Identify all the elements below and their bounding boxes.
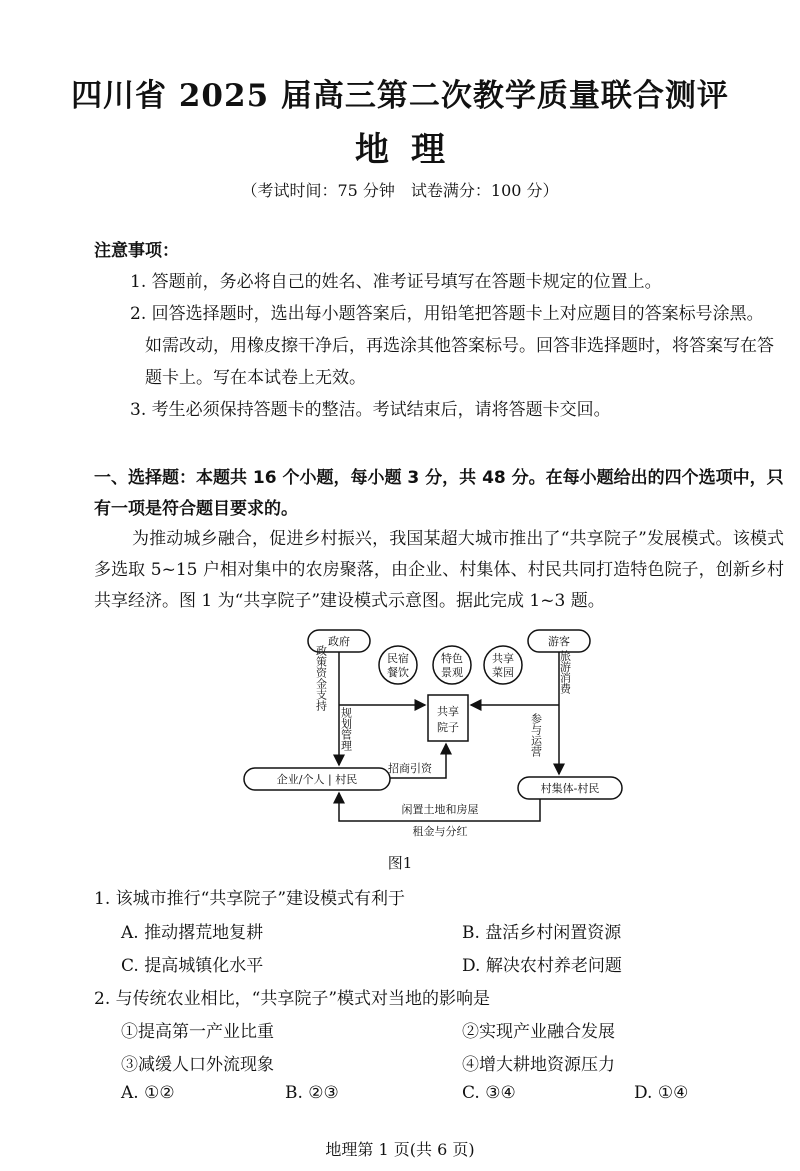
q2-statement-4: ④增大耕地资源压力 (462, 1055, 615, 1075)
circle-garden-line1: 共享 (492, 652, 514, 665)
note-item: 1. 答题前，务必将自己的姓名、准考证号填写在答题卡规定的位置上。 (130, 272, 662, 292)
invest-label: 招商引资 (388, 762, 432, 775)
q2-statement-1: ①提高第一产业比重 (121, 1022, 274, 1042)
q1-option-b: B. 盘活乡村闲置资源 (462, 923, 622, 943)
village-label: 村集体-村民 (540, 782, 600, 795)
page-footer: 地理第 1 页(共 6 页) (325, 1140, 475, 1159)
circle-landscape-line1: 特色 (441, 652, 463, 665)
exam-title: 四川省 2025 届高三第二次教学质量联合测评 (71, 78, 729, 114)
tourist-label: 游客 (548, 635, 570, 648)
note-item: 如需改动，用橡皮擦干净后，再选涂其他答案标号。回答非选择题时，将答案写在答 (145, 336, 774, 356)
plan-label: 规划管理 (339, 707, 353, 751)
center-line2: 院子 (437, 721, 459, 734)
q2-option-c: C. ③④ (462, 1083, 516, 1103)
q2-statement-2: ②实现产业融合发展 (462, 1022, 615, 1042)
question-2-stem: 2. 与传统农业相比，“共享院子”模式对当地的影响是 (94, 989, 491, 1009)
enterprise-label: 企业/个人 | 村民 (276, 773, 358, 786)
q1-option-c: C. 提高城镇化水平 (121, 956, 264, 976)
policy-label: 政策资金支持 (314, 645, 328, 711)
figure-caption: 图1 (387, 854, 413, 872)
circle-garden-line2: 菜园 (492, 666, 514, 679)
circle-homestay-line2: 餐饮 (387, 666, 409, 679)
q2-option-d: D. ①④ (634, 1083, 689, 1103)
q2-statement-3: ③减缓人口外流现象 (121, 1055, 274, 1075)
center-box (428, 695, 468, 741)
idle-label: 闲置土地和房屋 (401, 803, 479, 816)
subject-title: 地理 (355, 130, 467, 170)
circle-landscape-line2: 景观 (441, 666, 463, 679)
question-1-stem: 1. 该城市推行“共享院子”建设模式有利于 (94, 889, 406, 909)
note-item: 题卡上。写在本试卷上无效。 (145, 368, 366, 388)
note-item: 2. 回答选择题时，选出每小题答案后，用铅笔把答题卡上对应题目的答案标号涂黑。 (130, 304, 764, 324)
q2-option-b: B. ②③ (285, 1083, 339, 1103)
center-line1: 共享 (437, 705, 459, 718)
q1-option-a: A. 推动撂荒地复耕 (121, 923, 264, 943)
passage: 为推动城乡融合，促进乡村振兴，我国某超大城市推出了“共享院子”发展模式。该模式多选取 5~15 户相对集中的农房聚落，由企业、村集体、村民共同打造特色院子，创新乡村共享经济。图 1 为“共享院子”建设模式示意图。据此完成 1~3 题。 (94, 529, 784, 611)
rent-label: 租金与分红 (412, 825, 468, 838)
circle-homestay-line1: 民宿 (387, 652, 409, 665)
operate-label: 参与运营 (529, 713, 543, 757)
government-label: 政府 (328, 635, 350, 648)
section-heading: 一、选择题：本题共 16 个小题，每小题 3 分，共 48 分。在每小题给出的四个选项中，只有一项是符合题目要求的。 (94, 468, 784, 519)
notes-heading: 注意事项： (94, 241, 179, 261)
figure-1-diagram (0, 625, 800, 845)
note-item: 3. 考生必须保持答题卡的整洁。考试结束后，请将答题卡交回。 (130, 400, 611, 420)
travel-label: 旅游消费 (558, 650, 572, 694)
q1-option-d: D. 解决农村养老问题 (462, 956, 622, 976)
q2-option-a: A. ①② (121, 1083, 175, 1103)
exam-info: （考试时间：75 分钟 试卷满分：100 分） (241, 181, 559, 200)
